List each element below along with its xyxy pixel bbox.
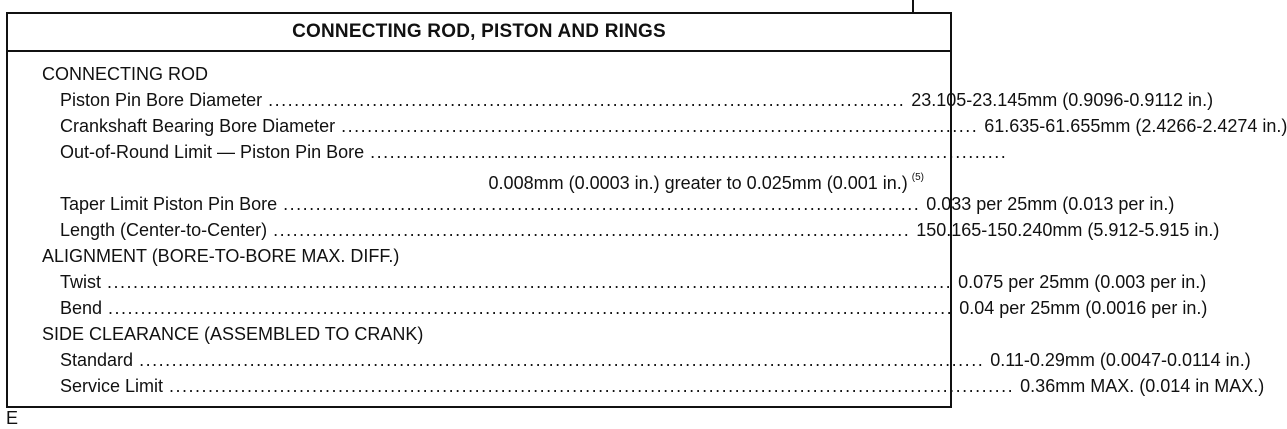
spec-value: 61.635-61.655mm (2.4266-2.4274 in.): [984, 116, 1287, 136]
spec-value: 0.04 per 25mm (0.0016 per in.): [959, 298, 1208, 318]
spec-value: 150.165-150.240mm (5.912-5.915 in.): [916, 220, 1220, 240]
spec-row-twist: [60, 270, 1207, 294]
spec-value: 0.36mm MAX. (0.014 in MAX.): [1020, 376, 1265, 396]
leader-dots: ..................................................................................................: [268, 90, 906, 110]
spec-value: 0.075 per 25mm (0.003 per in.): [958, 272, 1207, 292]
spec-label: Standard: [60, 350, 134, 370]
leader-dots: ..................................................................................................................................: [169, 376, 1015, 396]
footnote-marker: (5): [911, 172, 924, 183]
spec-label: Out-of-Round Limit — Piston Pin Bore: [60, 142, 365, 162]
spec-row-service-limit: [60, 374, 1265, 398]
spec-continuation-text: 0.008mm (0.0003 in.) greater to 0.025mm (0.001 in.): [488, 173, 908, 193]
leader-dots: ..................................................................................................: [273, 220, 911, 240]
spec-row-crankshaft-bearing-bore-diameter: [60, 114, 1287, 138]
footer-text-fragment: E: [6, 408, 19, 428]
spec-row-bend: [60, 296, 1208, 320]
spec-label: Service Limit: [60, 376, 164, 396]
spec-label: Twist: [60, 272, 102, 292]
leader-dots: ..................................................................................................: [370, 142, 1008, 162]
section-title-side-clearance: SIDE CLEARANCE (ASSEMBLED TO CRANK): [42, 324, 424, 344]
leader-dots: ..................................................................................................................................: [108, 298, 954, 318]
spec-row-standard: [60, 348, 1251, 372]
top-border-fragment: [912, 0, 914, 12]
spec-label: Crankshaft Bearing Bore Diameter: [60, 116, 336, 136]
spec-value: 23.105-23.145mm (0.9096-0.9112 in.): [911, 90, 1214, 110]
section-title-alignment: ALIGNMENT (BORE-TO-BORE MAX. DIFF.): [42, 246, 400, 266]
leader-dots: ..................................................................................................................................: [107, 272, 953, 292]
spec-row-length: [60, 218, 1220, 242]
leader-dots: ..................................................................................................: [283, 194, 921, 214]
spec-continuation-out-of-round: [60, 166, 924, 195]
spec-value: 0.11-0.29mm (0.0047-0.0114 in.): [990, 350, 1251, 370]
spec-row-piston-pin-bore-diameter: [60, 88, 1214, 112]
spec-label: Bend: [60, 298, 103, 318]
table-header: CONNECTING ROD, PISTON AND RINGS: [8, 14, 950, 52]
leader-dots: ..................................................................................................................................: [139, 350, 985, 370]
spec-row-taper-limit: [60, 192, 1175, 216]
spec-value: 0.033 per 25mm (0.013 per in.): [926, 194, 1175, 214]
spec-row-out-of-round-limit: [60, 140, 1008, 164]
section-title-connecting-rod: CONNECTING ROD: [42, 64, 208, 84]
spec-label: Taper Limit Piston Pin Bore: [60, 194, 278, 214]
leader-dots: ..................................................................................................: [341, 116, 979, 136]
spec-label: Piston Pin Bore Diameter: [60, 90, 263, 110]
spec-label: Length (Center-to-Center): [60, 220, 268, 240]
spec-table: [6, 12, 1287, 408]
